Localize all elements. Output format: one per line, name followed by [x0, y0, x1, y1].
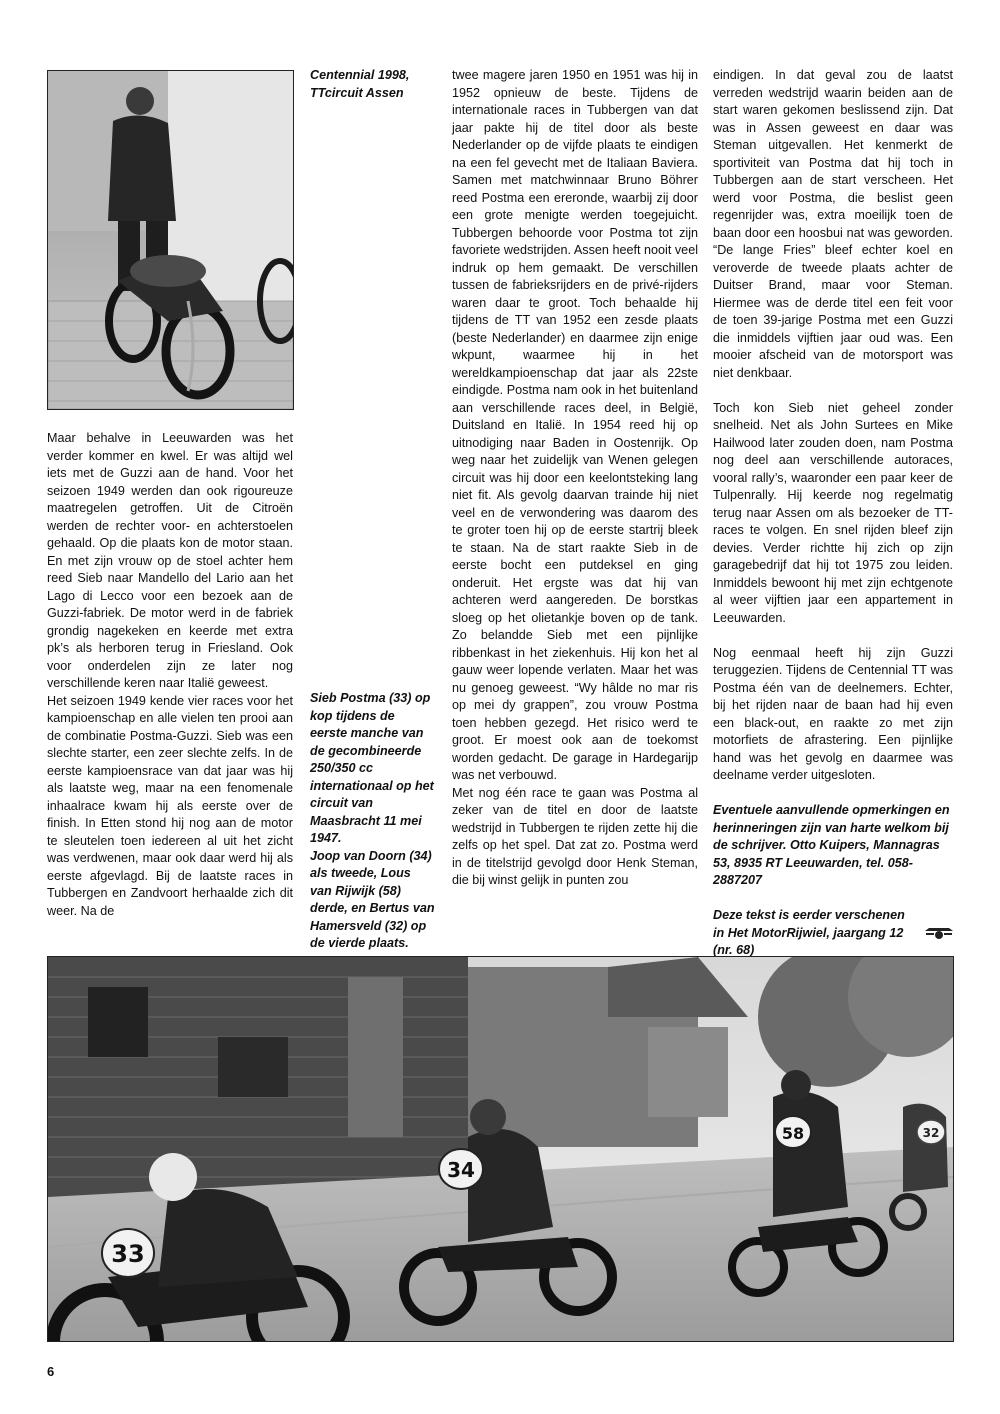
caption-race-text: Sieb Postma (33) op kop tijdens de eerste manche van de gecombineerde 250/350 cc internationaal op het circuit van Maasbracht 11 mei 1947.	[310, 691, 434, 845]
caption-centennial-text: Centennial 1998, TTcircuit Assen	[310, 68, 410, 100]
paragraph: eindigen. In dat geval zou de laatst verreden wedstrijd waarin beiden aan de start waren gekomen beslissend zijn. Dat was in Assen geweest en daar was Steman uitgevallen. Het kenmerkt de sportiviteit van Postma dat hij toch in Tubbergen aan de start verscheen. Het werd voor Postma, die beslist geen regenrijder was, extra moeilijk toen de baan door een hoosbui nat was geworden. “De lange Fries” bleef echter koel en veroverde de tweede plaats achter de Duitser Brand, maar voor Steman. Hiermee was de derde titel een feit voor de toen 39-jarige Postma met een Guzzi die inmiddels vijftien jaar oud was. Een mooier afscheid van de motorsport was niet denkbaar.	[713, 68, 953, 380]
paragraph: Nog eenmaal heeft hij zijn Guzzi teruggezien. Tijdens de Centennial TT was Postma één van de deelnemers. Echter, bij het rijden naar de baan had hij even een black-out, en raakte zo met zijn motorfiets de afrastering. Een pijnlijke hand was het gevolg en daarmee was deelname verder uitgesloten.	[713, 645, 953, 782]
caption-race	[310, 690, 435, 953]
race-number-33: 33	[111, 1240, 145, 1268]
column-3	[452, 67, 698, 890]
photo-race-maasbracht	[47, 956, 954, 1342]
paragraph: Toch kon Sieb niet geheel zonder snelheid. Net als John Surtees en Mike Hailwood later zouden doen, nam Postma nog deel aan verschillende autoraces, vooral rally’s, waaronder een paar keer de Tulpenrally. Hij keerde nog regelmatig terug naar Assen om als bezoeker de TT-races te volgen. En snel rijden bleef zijn devies. Verder richtte hij zich op zijn garagebedrijf dat hij tot 1975 zou leiden. Inmiddels bewoont hij met zijn echtgenote al weer vijftien jaar een appartement in Leeuwarden.	[713, 400, 953, 625]
race-number-58: 58	[781, 1124, 805, 1143]
paragraph: Maar behalve in Leeuwarden was het verder kommer en kwel. Er was altijd wel iets met de Guzzi aan de hand. Voor het seizoen 1949 werden dan ook rigoureuze maatregelen getroffen. Uit de Citroën werden de rechter voor- en achterstoelen gehaald. Op die plaats kon de motor staan. En met zijn vrouw op de stoel achter hem reed Sieb naar Mandello del Lario aan het Lago di Lecco voor een bezoek aan de Guzzi-fabriek. De motor werd in de fabriek grondig nagekeken en keerde met extra pk’s als herboren terug in Friesland. Ook voor onderdelen zijn ze later nog verschillende keren naar Italië geweest.	[47, 431, 293, 690]
paragraph: twee magere jaren 1950 en 1951 was hij in 1952 opnieuw de beste. Tijdens de internationale races in Tubbergen van dat jaar pakte hij de titel door als beste Nederlander op de vijfde plaats te eindigen na een fel gevecht met de Italiaan Baviera. Samen met matchwinnaar Bruno Böhrer reed Postma een ereronde, waarbij zij door een grote menigte werden toegejuicht. Tubbergen behoorde voor Postma tot zijn favoriete wedstrijden. Assen heeft nooit veel indruk op hem gemaakt. De verschillen tussen de fabrieksrijders en de privé-rijders waren daar te groot. Toch behaalde hij tijdens de TT van 1952 een zesde plaats (beste Nederlander) en daarmee zijn enige wkpunt, waarmee hij in het wereldkampioenschap dat jaar als 22ste eindigde. Postma nam ook in het buitenland aan verschillende races deel, in België, Duitsland en Italië. In 1954 reed hij op uitnodiging naar Baden in Oostenrijk. Op weg naar het zuidelijk van Wenen gelegen circuit was hij door een keelontsteking lang niet fit. Als gevolg daarvan trainde hij niet veel en de verwondering was daarom des te groter toen hij op de eerste startrij bleek te staan. Na de start raakte Sieb in de eerste bocht een putdeksel en ging onderuit. Het ergste was dat hij van achteren werd aangereden. De borstkas sloeg op het olietankje boven op de tank. Zo belandde Sieb met een pijnlijke ribbenkast in het ziekenhuis. Hij kon het al gauw weer lopende verlaten. Maar het was nu genoeg geweest. “Wy hâlde no mar ris op mei dy grappen”, zou vrouw Postma toen hebben gezegd. Het risico werd te groot. Er moest ook aan de toekomst worden gedacht. De garage in Hardegarijp was net verbouwd.	[452, 68, 698, 782]
race-number-34: 34	[447, 1158, 475, 1182]
paragraph: Met nog één race te gaan was Postma al zeker van de titel en door de laatste wedstrijd in Tubbergen te rijden zette hij die zelfs op het spel. Dat zat zo. Postma werd in de titelstrijd gevolgd door Henk Steman, die bij winst gelijk in punten zou	[452, 785, 698, 887]
caption-centennial	[310, 67, 435, 102]
motorrijwiel-logo-icon	[924, 925, 954, 941]
column-1	[47, 430, 293, 920]
photo-centennial-motorcycle	[47, 70, 294, 410]
author-note: Eventuele aanvullende opmerkingen en herinneringen zijn van harte welkom bij de schrijver. Otto Kuipers, Mannagras 53, 8935 RT Leeuwarden, tel. 058-2887207	[713, 803, 950, 887]
source-note: Deze tekst is eerder verschenen in Het MotorRijwiel, jaargang 12 (nr. 68)	[713, 908, 905, 957]
race-number-32: 32	[922, 1126, 940, 1140]
paragraph: Het seizoen 1949 kende vier races voor het kampioenschap en alle vielen ten prooi aan de combinatie Postma-Guzzi. Sieb was een slechte starter, een zeer slechte zelfs. In de eerste kampioensrace van dat jaar was hij als laatste weg, maar na een fenomenale inhaalrace kwam hij als eerste over de finish. In Etten stond hij nog aan de motor te sleutelen toen iedereen al uit het zicht was verdwenen, maar ook daar werd hij als eerste afgevlagd. Bij de laatste races in Tubbergen en Zandvoort herhaalde zich dit weer. Na de	[47, 693, 293, 918]
caption-race-text: Joop van Doorn (34) als tweede, Lous van Rijwijk (58) derde, en Bertus van Hamersveld (32) op de vierde plaats.	[310, 848, 435, 950]
page-number: 6	[47, 1364, 55, 1379]
column-4	[713, 67, 953, 960]
